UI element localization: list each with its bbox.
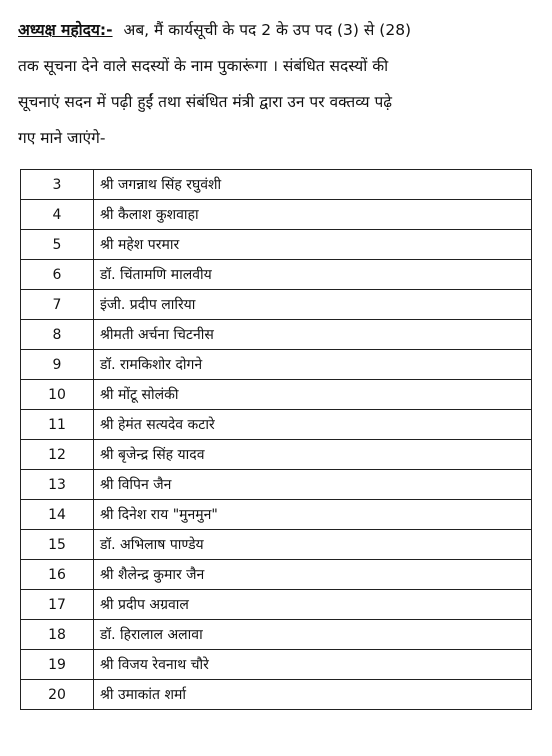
member-name: डॉ. चिंतामणि मालवीय xyxy=(94,260,532,290)
member-name: इंजी. प्रदीप लारिया xyxy=(94,290,532,320)
row-number: 13 xyxy=(21,470,94,500)
member-name: डॉ. अभिलाष पाण्डेय xyxy=(94,530,532,560)
row-number: 3 xyxy=(21,170,94,200)
member-name: श्री शैलेन्द्र कुमार जैन xyxy=(94,560,532,590)
member-name: श्रीमती अर्चना चिटनीस xyxy=(94,320,532,350)
row-number: 6 xyxy=(21,260,94,290)
members-table xyxy=(20,169,532,710)
member-name: श्री विजय रेवनाथ चौरे xyxy=(94,650,532,680)
table-row xyxy=(21,680,532,710)
intro-line-3: सूचनाएं सदन में पढ़ी हुईं तथा संबंधित मंत्री द्वारा उन पर वक्तव्य पढ़े xyxy=(18,93,393,111)
table-row xyxy=(21,440,532,470)
member-name: श्री हेमंत सत्यदेव कटारे xyxy=(94,410,532,440)
table-row xyxy=(21,260,532,290)
intro-line-4: गए माने जाएंगे- xyxy=(18,129,106,147)
intro-line-2: तक सूचना देने वाले सदस्यों के नाम पुकारूंगा । संबंधित सदस्यों की xyxy=(18,57,389,75)
member-name: श्री दिनेश राय "मुनमुन" xyxy=(94,500,532,530)
table-row xyxy=(21,500,532,530)
table-row xyxy=(21,350,532,380)
table-row xyxy=(21,380,532,410)
table-row xyxy=(21,530,532,560)
member-name: डॉ. हिरालाल अलावा xyxy=(94,620,532,650)
table-row xyxy=(21,170,532,200)
table-row xyxy=(21,200,532,230)
member-name: श्री जगन्नाथ सिंह रघुवंशी xyxy=(94,170,532,200)
row-number: 11 xyxy=(21,410,94,440)
row-number: 9 xyxy=(21,350,94,380)
row-number: 8 xyxy=(21,320,94,350)
member-name: श्री विपिन जैन xyxy=(94,470,532,500)
row-number: 4 xyxy=(21,200,94,230)
speaker-label: अध्यक्ष महोदय:- xyxy=(18,21,113,39)
table-row xyxy=(21,590,532,620)
member-name: श्री प्रदीप अग्रवाल xyxy=(94,590,532,620)
row-number: 16 xyxy=(21,560,94,590)
intro-line-1 xyxy=(18,12,538,48)
row-number: 17 xyxy=(21,590,94,620)
intro-line-1-text: अब, मैं कार्यसूची के पद 2 के उप पद (3) से (28) xyxy=(123,21,412,39)
row-number: 19 xyxy=(21,650,94,680)
row-number: 12 xyxy=(21,440,94,470)
row-number: 18 xyxy=(21,620,94,650)
row-number: 5 xyxy=(21,230,94,260)
table-row xyxy=(21,410,532,440)
intro-paragraph xyxy=(18,12,538,156)
row-number: 20 xyxy=(21,680,94,710)
table-row xyxy=(21,470,532,500)
member-name: श्री उमाकांत शर्मा xyxy=(94,680,532,710)
member-name: श्री कैलाश कुशवाहा xyxy=(94,200,532,230)
member-name: श्री मोंटू सोलंकी xyxy=(94,380,532,410)
member-name: श्री बृजेन्द्र सिंह यादव xyxy=(94,440,532,470)
table-row xyxy=(21,650,532,680)
row-number: 14 xyxy=(21,500,94,530)
member-name: श्री महेश परमार xyxy=(94,230,532,260)
table-row xyxy=(21,560,532,590)
member-name: डॉ. रामकिशोर दोगने xyxy=(94,350,532,380)
table-row xyxy=(21,620,532,650)
table-row xyxy=(21,320,532,350)
row-number: 10 xyxy=(21,380,94,410)
table-row xyxy=(21,290,532,320)
row-number: 15 xyxy=(21,530,94,560)
table-row xyxy=(21,230,532,260)
row-number: 7 xyxy=(21,290,94,320)
